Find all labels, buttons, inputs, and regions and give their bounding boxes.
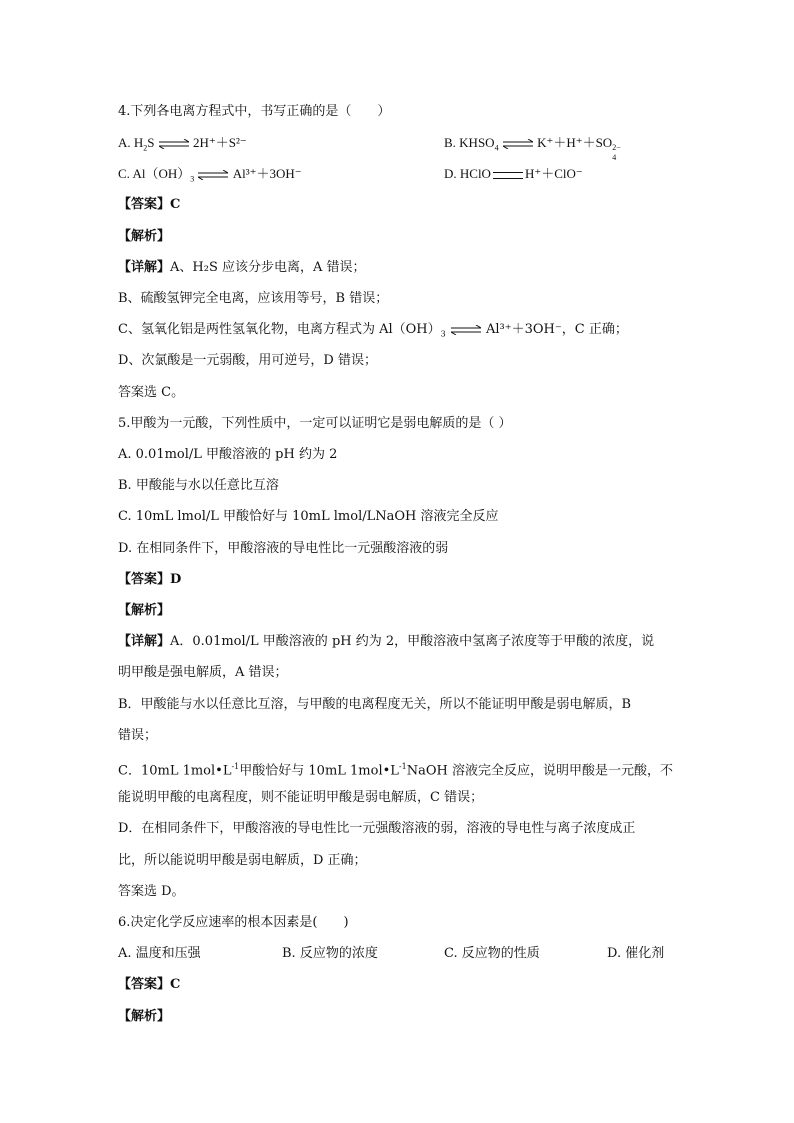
q4-option-b: B. $KHSO_4$ K⁺＋H⁺＋SO 2− 4 xyxy=(444,135,621,162)
q4-option-c: C. $Al(OH)_3$ Al³⁺＋3OH⁻ xyxy=(118,166,302,184)
reversible-arrow-icon xyxy=(159,139,189,149)
q4-option-a: A. $H_2S$ 2H⁺＋S²⁻ xyxy=(118,135,247,153)
q5-explanation-c-line1: C．10mL $1mol•L^{-1}$甲酸恰好与 10mL $1mol•L^{-1}NaOH$ 溶液完全反应，说明甲酸是一元酸，不 xyxy=(118,762,673,779)
q6-stem: 6.决定化学反应速率的根本因素是( ) xyxy=(118,915,349,930)
q4-analysis-heading: 【解析】 xyxy=(118,229,171,244)
q6-option-d: D. 催化剂 xyxy=(607,946,665,961)
q5-explanation-c-line2: 能说明甲酸的电离程度，则不能证明甲酸是弱电解质，C 错误； xyxy=(118,790,484,805)
q6-option-c: C. 反应物的性质 xyxy=(444,946,540,961)
reversible-arrow-icon xyxy=(451,325,481,335)
q5-analysis-heading: 【解析】 xyxy=(118,603,171,618)
q6-option-a: A. 温度和压强 xyxy=(118,946,201,961)
reversible-arrow-icon xyxy=(503,139,533,149)
q5-answer: 【答案】D xyxy=(118,572,182,587)
q6-option-b: B. 反应物的浓度 xyxy=(282,946,378,961)
q4-explanation-b: B、硫酸氢钾完全电离，应该用等号，B 错误； xyxy=(118,291,389,306)
q6-analysis-heading: 【解析】 xyxy=(118,1009,171,1024)
q5-option-b: B. 甲酸能与水以任意比互溶 xyxy=(118,478,279,493)
q5-explanation-b-line2: 错误； xyxy=(118,728,158,743)
q4-explanation-a: 【详解】A、H₂S 应该分步电离，A 错误； xyxy=(118,260,366,275)
q5-explanation-a-line2: 明甲酸是强电解质，A 错误； xyxy=(118,665,288,680)
q5-conclusion: 答案选 D。 xyxy=(118,884,185,899)
q4-option-d: D. HClO H⁺＋ClO⁻ xyxy=(444,166,583,181)
q4-answer: 【答案】C xyxy=(118,197,181,212)
q6-answer: 【答案】C xyxy=(118,977,181,992)
q5-explanation-a-line1: 【详解】A．0.01mol/L 甲酸溶液的 pH 约为 2，甲酸溶液中氢离子浓度等于甲酸的浓度，说 xyxy=(118,634,655,649)
q5-explanation-d-line1: D．在相同条件下，甲酸溶液的导电性比一元强酸溶液的弱，溶液的导电性与离子浓度成正 xyxy=(118,821,636,836)
q5-explanation-b-line1: B．甲酸能与水以任意比互溶，与甲酸的电离程度无关，所以不能证明甲酸是弱电解质，B xyxy=(118,697,632,712)
q5-explanation-d-line2: 比，所以能说明甲酸是弱电解质，D 正确； xyxy=(118,853,367,868)
q5-option-c: C. 10mL lmol/L 甲酸恰好与 10mL lmol/LNaOH 溶液完全反应 xyxy=(118,509,499,524)
q4-explanation-c: C、氢氧化铝是两性氢氧化物，电离方程式为 $Al(OH)_3$ Al³⁺＋3OH⁻，C 正确； xyxy=(118,322,628,339)
q5-option-d: D. 在相同条件下，甲酸溶液的导电性比一元强酸溶液的弱 xyxy=(118,541,449,556)
q5-stem: 5.甲酸为一元酸，下列性质中，一定可以证明它是弱电解质的是（ ） xyxy=(118,416,512,431)
q4-conclusion: 答案选 C。 xyxy=(118,385,185,400)
equals-sign-icon xyxy=(493,172,523,179)
q4-stem: 4.下列各电离方程式中，书写正确的是（ ） xyxy=(118,104,391,119)
reversible-arrow-icon xyxy=(198,170,228,180)
q5-option-a: A. 0.01mol/L 甲酸溶液的 pH 约为 2 xyxy=(118,447,338,462)
q4-explanation-d: D、次氯酸是一元弱酸，用可逆号，D 错误； xyxy=(118,353,377,368)
